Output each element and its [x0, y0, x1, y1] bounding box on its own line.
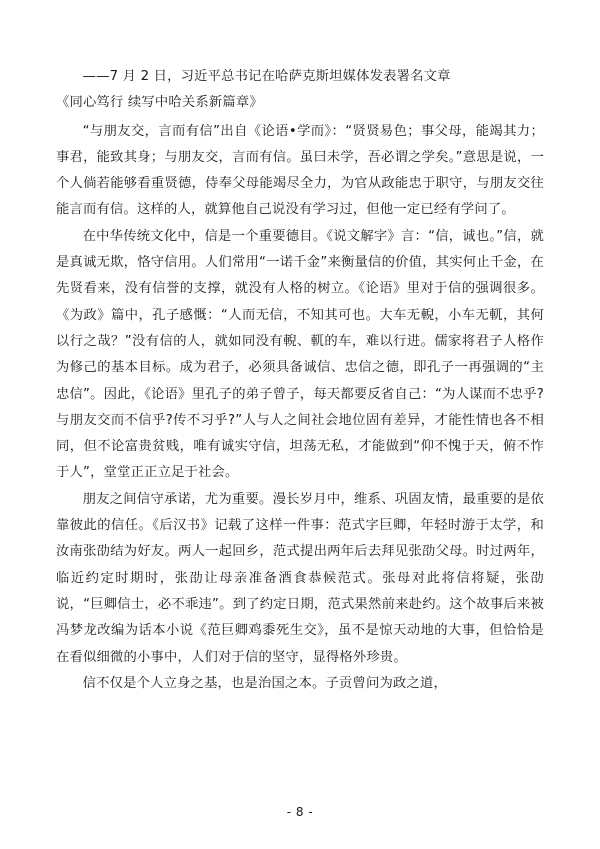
paragraph-3: 朋友之间信守承诺，尤为重要。漫长岁月中，维系、巩固友情，最重要的是依靠彼此的信任。《后汉书》记载了这样一件事：范式字巨卿，年轻时游于太学，和汝南张劭结为好友。两人一起回乡，范式提出两年后去拜见张劭父母。时过两年，临近约定时期时，张劭让母亲准备酒食恭候范式。张母对此将信将疑，张劭说，“巨卿信士，必不乖违”。到了约定日期，范式果然前来赴约。这个故事后来被冯梦龙改编为话本小说《范巨卿鸡黍死生交》，虽不是惊天动地的大事，但恰恰是在看似细微的小事中，人们对于信的坚守，显得格外珍贵。 [56, 491, 544, 665]
paragraph-1: “与朋友交，言而有信”出自《论语•学而》：“贤贤易色；事父母，能竭其力；事君，能致其身；与朋友交，言而有信。虽曰未学，吾必谓之学矣。”意思是说，一个人倘若能够看重贤德，侍奉父母能竭尽全力，为官从政能忠于职守，与朋友交往能言而有信。这样的人，就算他自己说没有学习过，但他一定已经有学问了。 [56, 123, 544, 218]
paragraph-2: 在中华传统文化中，信是一个重要德目。《说文解字》言：“信，诚也。”信，就是真诚无欺，恪守信用。人们常用“一诺千金”来衡量信的价值，其实何止千金，在先贤看来，没有信誉的支撑，就没有人格的树立。《论语》里对于信的强调很多。《为政》篇中，孔子感慨：“人而无信，不知其可也。大车无輗，小车无軏，其何以行之哉？”没有信的人，就如同没有輗、軏的车，难以行进。儒家将君子人格作为修己的基本目标。成为君子，必须具备诚信、忠信之德，即孔子一再强调的“主忠信”。因此，《论语》里孔子的弟子曾子，每天都要反省自己：“为人谋而不忠乎?与朋友交而不信乎?传不习乎?”人与人之间社会地位固有差异，才能性情也各不相同，但不论富贵贫贱，唯有诚实守信，坦荡无私，才能做到“仰不愧于天，俯不怍于人”，堂堂正正立足于社会。 [56, 228, 544, 481]
paragraph-4: 信不仅是个人立身之基，也是治国之本。子贡曾问为政之道， [82, 675, 448, 691]
source-attribution [56, 64, 544, 117]
source-attribution-line-2: 《同心笃行 续写中哈关系新篇章》 [56, 95, 263, 111]
source-attribution-line-1: ——7 月 2 日，习近平总书记在哈萨克斯坦媒体发表署名文章 [82, 69, 451, 84]
document-body [56, 64, 544, 697]
page-number: - 8 - [286, 805, 314, 819]
